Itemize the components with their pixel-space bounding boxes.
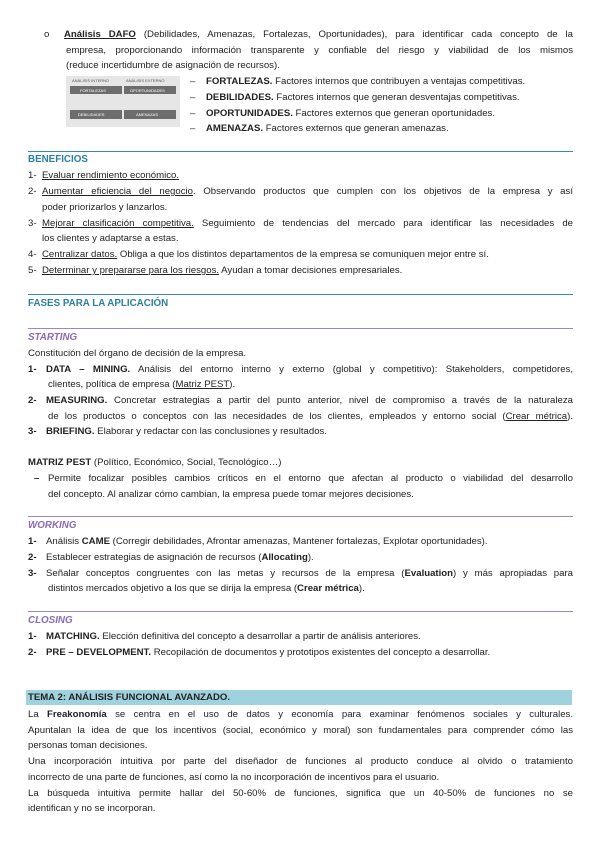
list-item: 2- Aumentar eficiencia del negocio. Observando productos que cumplen con los objetivos de la empresa y así <box>28 186 573 197</box>
beneficios-heading: BENEFICIOS <box>28 154 88 165</box>
dafo-line-1: o Análisis DAFO (Debilidades, Amenazas, Fortalezas, Oportunidades), para identificar cada concepto de la <box>28 27 573 43</box>
paragraph-line: La Freakonomía se centra en el uso de datos y economía para examinar fenómenos sociales y culturales. <box>28 709 574 720</box>
list-item-cont: clientes, política de empresa (Matriz PEST). <box>48 379 236 390</box>
list-item: 3- BRIEFING. Elaborar y redactar con las conclusiones y resultados. <box>28 426 328 437</box>
list-item: 2- MEASURING. Concretar estrategias a partir del punto anterior, nivel de compromiso a través de la naturaleza <box>28 395 573 406</box>
section-rule <box>28 294 573 295</box>
dafo-line-3: (reduce incertidumbre de asignación de recursos). <box>66 60 280 71</box>
fases-heading: FASES PARA LA APLICACIÓN <box>28 298 169 309</box>
bullet: o <box>44 29 50 40</box>
paragraph-line: incorrecto de una parte de funciones, así como la no incorporación de incentivos para el usuario. <box>28 772 440 783</box>
dafo-item: – AMENAZAS. Factores externos que generan amenazas. <box>190 123 449 134</box>
list-item: 3- Señalar conceptos congruentes con las metas y recursos de la empresa (Evaluation) y más apropiadas para <box>28 568 574 579</box>
list-item: 4- Centralizar datos. Obliga a que los distintos departamentos de la empresa se comuniquen mejor entre sí. <box>28 249 489 260</box>
list-item-cont: distintos mercados objetivo a los que se dirija la empresa (Crear métrica). <box>48 583 365 594</box>
working-heading: WORKING <box>28 520 77 531</box>
dafo-title: Análisis DAFO <box>64 29 136 40</box>
starting-heading: STARTING <box>28 332 78 343</box>
list-item: 1- Análisis CAME (Corregir debilidades, Afrontar amenazas, Mantener fortalezas, Explotar oportunidades). <box>28 536 488 547</box>
paragraph-line: La búsqueda intuitiva permite hallar del 50-60% de funciones, significa que un 40-50% de funciones no se <box>28 788 573 799</box>
list-item: 2- Establecer estrategias de asignación de recursos (Allocating). <box>28 552 314 563</box>
paragraph-line: identifican y no se incorporan. <box>28 803 156 814</box>
paragraph-line: Una incorporación intuitiva por parte del diseñador de funciones al producto conduce al olvido o tratamiento <box>28 756 573 767</box>
dafo-item: – FORTALEZAS. Factores internos que contribuyen a ventajas competitivas. <box>190 76 526 87</box>
list-item: 3- Mejorar clasificación competitiva. Seguimiento de tendencias del mercado para identificar las necesidades de <box>28 218 573 229</box>
dafo-item: – OPORTUNIDADES. Factores externos que generan oportunidades. <box>190 108 496 119</box>
list-item-cont: los clientes y adaptarse a estas. <box>42 233 179 244</box>
starting-intro: Constitución del órgano de decisión de la empresa. <box>28 348 247 359</box>
section-rule <box>28 328 573 329</box>
tema2-heading: TEMA 2: ANÁLISIS FUNCIONAL AVANZADO. <box>28 692 230 703</box>
paragraph-line: personas toman decisiones. <box>28 740 148 751</box>
pest-item-cont: del concepto. Al analizar cómo cambian, la empresa puede tomar mejores decisiones. <box>48 489 414 500</box>
pest-item: – Permite focalizar posibles cambios críticos en el entorno que afectan al producto o viabilidad del desarrollo <box>34 473 573 484</box>
list-item: 5- Determinar y prepararse para los riesgos. Ayudan a tomar decisiones empresariales. <box>28 265 403 276</box>
section-rule <box>28 516 573 517</box>
closing-heading: CLOSING <box>28 615 73 626</box>
list-item: 1- Evaluar rendimiento económico. <box>28 170 180 181</box>
list-item: 1- MATCHING. Elección definitiva del concepto a desarrollar a partir de análisis anteriores. <box>28 631 421 642</box>
list-item: 2- PRE – DEVELOPMENT. Recopilación de documentos y prototipos existentes del concepto a desarrollar. <box>28 647 491 658</box>
pest-heading: MATRIZ PEST (Político, Económico, Social, Tecnológico…) <box>28 457 282 468</box>
dafo-line-2: empresa, proporcionando información transparente y confiable del riesgo y viabilidad de los mismos <box>66 45 573 56</box>
dafo-item: – DEBILIDADES. Factores internos que generan desventajas competitivas. <box>190 92 520 103</box>
list-item: 1- DATA – MINING. Análisis del entorno interno y externo (global y competitivo): Stakeholders, competidores, <box>28 364 573 375</box>
list-item-cont: de los productos o conceptos con las necesidades de los clientes, empleados y entorno social (Crear métrica). <box>48 411 574 422</box>
dafo-matrix-thumbnail: ANÁLISIS INTERNO ANÁLISIS EXTERNO FORTALEZAS OPORTUNIDADES DEBILIDADES AMENAZAS <box>66 76 180 127</box>
list-item-cont: poder priorizarlos y lanzarlos. <box>42 202 168 213</box>
paragraph-line: Apuntalan la idea de que los incentivos (social, económico y moral) son fundamentales para comprender cómo las <box>28 725 573 736</box>
section-rule <box>28 611 573 612</box>
